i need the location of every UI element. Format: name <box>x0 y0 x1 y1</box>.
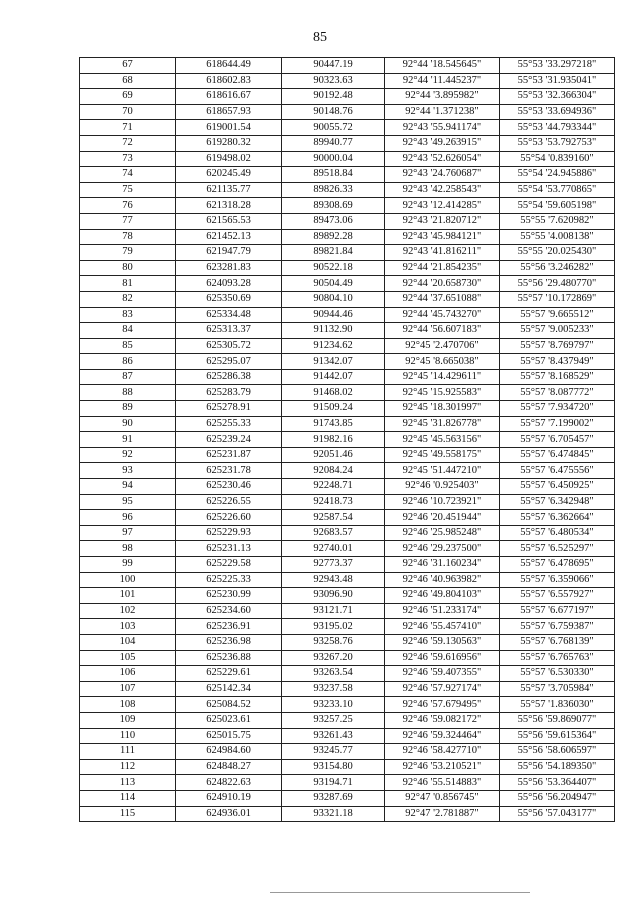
table-row <box>80 510 615 526</box>
coordinates-table <box>79 57 615 822</box>
y-coordinate-cell: 92773.37 <box>282 557 385 573</box>
longitude-cell: 92°43 '12.414285" <box>385 198 500 214</box>
y-coordinate-cell: 92084.24 <box>282 463 385 479</box>
latitude-cell: 55°54 '53.770865" <box>500 182 615 198</box>
x-coordinate-cell: 625236.88 <box>176 650 282 666</box>
point-number-cell: 107 <box>80 681 176 697</box>
point-number-cell: 69 <box>80 89 176 105</box>
table-row <box>80 541 615 557</box>
point-number-cell: 85 <box>80 338 176 354</box>
latitude-cell: 55°57 '8.769797" <box>500 338 615 354</box>
longitude-cell: 92°43 '42.258543" <box>385 182 500 198</box>
latitude-cell: 55°57 '6.705457" <box>500 432 615 448</box>
table-row <box>80 276 615 292</box>
x-coordinate-cell: 625295.07 <box>176 354 282 370</box>
table-row <box>80 759 615 775</box>
latitude-cell: 55°57 '6.480534" <box>500 525 615 541</box>
longitude-cell: 92°43 '49.263915" <box>385 135 500 151</box>
y-coordinate-cell: 92943.48 <box>282 572 385 588</box>
y-coordinate-cell: 93245.77 <box>282 744 385 760</box>
x-coordinate-cell: 625255.33 <box>176 416 282 432</box>
longitude-cell: 92°46 '55.514883" <box>385 775 500 791</box>
point-number-cell: 75 <box>80 182 176 198</box>
x-coordinate-cell: 621565.53 <box>176 213 282 229</box>
x-coordinate-cell: 624093.28 <box>176 276 282 292</box>
point-number-cell: 87 <box>80 369 176 385</box>
longitude-cell: 92°45 '49.558175" <box>385 447 500 463</box>
longitude-cell: 92°44 '21.854235" <box>385 260 500 276</box>
latitude-cell: 55°57 '6.359066" <box>500 572 615 588</box>
y-coordinate-cell: 89940.77 <box>282 135 385 151</box>
point-number-cell: 91 <box>80 432 176 448</box>
longitude-cell: 92°46 '51.233174" <box>385 603 500 619</box>
x-coordinate-cell: 625015.75 <box>176 728 282 744</box>
point-number-cell: 106 <box>80 666 176 682</box>
table-row <box>80 338 615 354</box>
x-coordinate-cell: 624936.01 <box>176 806 282 822</box>
x-coordinate-cell: 625236.98 <box>176 634 282 650</box>
latitude-cell: 55°57 '6.450925" <box>500 479 615 495</box>
x-coordinate-cell: 624822.63 <box>176 775 282 791</box>
point-number-cell: 103 <box>80 619 176 635</box>
point-number-cell: 100 <box>80 572 176 588</box>
latitude-cell: 55°57 '6.768139" <box>500 634 615 650</box>
x-coordinate-cell: 625229.61 <box>176 666 282 682</box>
point-number-cell: 104 <box>80 634 176 650</box>
x-coordinate-cell: 618602.83 <box>176 73 282 89</box>
table-row <box>80 260 615 276</box>
longitude-cell: 92°46 '53.210521" <box>385 759 500 775</box>
longitude-cell: 92°43 '52.626054" <box>385 151 500 167</box>
longitude-cell: 92°45 '31.826778" <box>385 416 500 432</box>
y-coordinate-cell: 93258.76 <box>282 634 385 650</box>
point-number-cell: 67 <box>80 58 176 74</box>
x-coordinate-cell: 625229.58 <box>176 557 282 573</box>
y-coordinate-cell: 89826.33 <box>282 182 385 198</box>
y-coordinate-cell: 90055.72 <box>282 120 385 136</box>
y-coordinate-cell: 90804.10 <box>282 291 385 307</box>
latitude-cell: 55°56 '29.480770" <box>500 276 615 292</box>
latitude-cell: 55°57 '6.530330" <box>500 666 615 682</box>
x-coordinate-cell: 625234.60 <box>176 603 282 619</box>
longitude-cell: 92°45 '2.470706" <box>385 338 500 354</box>
point-number-cell: 89 <box>80 401 176 417</box>
table-row <box>80 213 615 229</box>
longitude-cell: 92°45 '8.665038" <box>385 354 500 370</box>
x-coordinate-cell: 625286.38 <box>176 369 282 385</box>
x-coordinate-cell: 625231.13 <box>176 541 282 557</box>
longitude-cell: 92°46 '40.963982" <box>385 572 500 588</box>
table-row <box>80 291 615 307</box>
longitude-cell: 92°45 '15.925583" <box>385 385 500 401</box>
longitude-cell: 92°43 '21.820712" <box>385 213 500 229</box>
y-coordinate-cell: 93267.20 <box>282 650 385 666</box>
x-coordinate-cell: 625313.37 <box>176 323 282 339</box>
latitude-cell: 55°57 '3.705984" <box>500 681 615 697</box>
x-coordinate-cell: 619001.54 <box>176 120 282 136</box>
latitude-cell: 55°56 '59.869077" <box>500 712 615 728</box>
longitude-cell: 92°46 '20.451944" <box>385 510 500 526</box>
longitude-cell: 92°46 '31.160234" <box>385 557 500 573</box>
table-row <box>80 634 615 650</box>
x-coordinate-cell: 624910.19 <box>176 790 282 806</box>
latitude-cell: 55°57 '6.765763" <box>500 650 615 666</box>
table-row <box>80 416 615 432</box>
latitude-cell: 55°54 '0.839160" <box>500 151 615 167</box>
y-coordinate-cell: 90522.18 <box>282 260 385 276</box>
y-coordinate-cell: 92587.54 <box>282 510 385 526</box>
point-number-cell: 113 <box>80 775 176 791</box>
y-coordinate-cell: 93321.18 <box>282 806 385 822</box>
longitude-cell: 92°46 '59.082172" <box>385 712 500 728</box>
point-number-cell: 68 <box>80 73 176 89</box>
page-number: 85 <box>313 30 327 45</box>
y-coordinate-cell: 90944.46 <box>282 307 385 323</box>
point-number-cell: 82 <box>80 291 176 307</box>
latitude-cell: 55°57 '6.342948" <box>500 494 615 510</box>
table-row <box>80 432 615 448</box>
table-row <box>80 369 615 385</box>
longitude-cell: 92°44 '56.607183" <box>385 323 500 339</box>
latitude-cell: 55°57 '7.934720" <box>500 401 615 417</box>
point-number-cell: 74 <box>80 167 176 183</box>
point-number-cell: 108 <box>80 697 176 713</box>
latitude-cell: 55°57 '8.168529" <box>500 369 615 385</box>
x-coordinate-cell: 621947.79 <box>176 245 282 261</box>
latitude-cell: 55°55 '7.620982" <box>500 213 615 229</box>
table-row <box>80 401 615 417</box>
table-row <box>80 354 615 370</box>
latitude-cell: 55°53 '33.694936" <box>500 104 615 120</box>
y-coordinate-cell: 91982.16 <box>282 432 385 448</box>
table-row <box>80 697 615 713</box>
table-row <box>80 494 615 510</box>
point-number-cell: 96 <box>80 510 176 526</box>
longitude-cell: 92°47 '0.856745" <box>385 790 500 806</box>
table-row <box>80 73 615 89</box>
point-number-cell: 83 <box>80 307 176 323</box>
latitude-cell: 55°53 '44.793344" <box>500 120 615 136</box>
x-coordinate-cell: 625334.48 <box>176 307 282 323</box>
table-row <box>80 744 615 760</box>
longitude-cell: 92°44 '18.545645" <box>385 58 500 74</box>
point-number-cell: 112 <box>80 759 176 775</box>
latitude-cell: 55°57 '9.005233" <box>500 323 615 339</box>
x-coordinate-cell: 625142.34 <box>176 681 282 697</box>
x-coordinate-cell: 619498.02 <box>176 151 282 167</box>
point-number-cell: 72 <box>80 135 176 151</box>
y-coordinate-cell: 90192.48 <box>282 89 385 105</box>
latitude-cell: 55°56 '3.246282" <box>500 260 615 276</box>
table-row <box>80 104 615 120</box>
longitude-cell: 92°45 '18.301997" <box>385 401 500 417</box>
latitude-cell: 55°56 '59.615364" <box>500 728 615 744</box>
table-row <box>80 525 615 541</box>
point-number-cell: 101 <box>80 588 176 604</box>
table-row <box>80 572 615 588</box>
table-row <box>80 182 615 198</box>
point-number-cell: 98 <box>80 541 176 557</box>
y-coordinate-cell: 93096.90 <box>282 588 385 604</box>
x-coordinate-cell: 618616.67 <box>176 89 282 105</box>
latitude-cell: 55°57 '6.475556" <box>500 463 615 479</box>
longitude-cell: 92°45 '14.429611" <box>385 369 500 385</box>
longitude-cell: 92°44 '3.895982" <box>385 89 500 105</box>
point-number-cell: 71 <box>80 120 176 136</box>
point-number-cell: 78 <box>80 229 176 245</box>
point-number-cell: 94 <box>80 479 176 495</box>
longitude-cell: 92°44 '37.651088" <box>385 291 500 307</box>
longitude-cell: 92°43 '45.984121" <box>385 229 500 245</box>
point-number-cell: 111 <box>80 744 176 760</box>
latitude-cell: 55°57 '1.836030" <box>500 697 615 713</box>
latitude-cell: 55°57 '10.172869" <box>500 291 615 307</box>
longitude-cell: 92°43 '41.816211" <box>385 245 500 261</box>
latitude-cell: 55°57 '6.677197" <box>500 603 615 619</box>
longitude-cell: 92°46 '29.237500" <box>385 541 500 557</box>
latitude-cell: 55°57 '6.759387" <box>500 619 615 635</box>
longitude-cell: 92°46 '55.457410" <box>385 619 500 635</box>
latitude-cell: 55°57 '9.665512" <box>500 307 615 323</box>
longitude-cell: 92°46 '0.925403" <box>385 479 500 495</box>
y-coordinate-cell: 92248.71 <box>282 479 385 495</box>
x-coordinate-cell: 624848.27 <box>176 759 282 775</box>
longitude-cell: 92°43 '24.760687" <box>385 167 500 183</box>
point-number-cell: 105 <box>80 650 176 666</box>
table-row <box>80 167 615 183</box>
x-coordinate-cell: 625230.99 <box>176 588 282 604</box>
y-coordinate-cell: 91743.85 <box>282 416 385 432</box>
table-row <box>80 151 615 167</box>
x-coordinate-cell: 625023.61 <box>176 712 282 728</box>
point-number-cell: 115 <box>80 806 176 822</box>
x-coordinate-cell: 618644.49 <box>176 58 282 74</box>
latitude-cell: 55°56 '58.606597" <box>500 744 615 760</box>
point-number-cell: 109 <box>80 712 176 728</box>
y-coordinate-cell: 93154.80 <box>282 759 385 775</box>
point-number-cell: 73 <box>80 151 176 167</box>
y-coordinate-cell: 91234.62 <box>282 338 385 354</box>
point-number-cell: 97 <box>80 525 176 541</box>
y-coordinate-cell: 91132.90 <box>282 323 385 339</box>
x-coordinate-cell: 625225.33 <box>176 572 282 588</box>
y-coordinate-cell: 89518.84 <box>282 167 385 183</box>
x-coordinate-cell: 625226.60 <box>176 510 282 526</box>
x-coordinate-cell: 625239.24 <box>176 432 282 448</box>
table-row <box>80 806 615 822</box>
longitude-cell: 92°46 '10.723921" <box>385 494 500 510</box>
table-row <box>80 588 615 604</box>
point-number-cell: 92 <box>80 447 176 463</box>
x-coordinate-cell: 625236.91 <box>176 619 282 635</box>
y-coordinate-cell: 89473.06 <box>282 213 385 229</box>
latitude-cell: 55°56 '56.204947" <box>500 790 615 806</box>
latitude-cell: 55°54 '24.945886" <box>500 167 615 183</box>
table-row <box>80 385 615 401</box>
latitude-cell: 55°53 '53.792753" <box>500 135 615 151</box>
longitude-cell: 92°44 '1.371238" <box>385 104 500 120</box>
longitude-cell: 92°44 '11.445237" <box>385 73 500 89</box>
table-row <box>80 666 615 682</box>
latitude-cell: 55°53 '32.366304" <box>500 89 615 105</box>
point-number-cell: 110 <box>80 728 176 744</box>
y-coordinate-cell: 92683.57 <box>282 525 385 541</box>
y-coordinate-cell: 90504.49 <box>282 276 385 292</box>
table-row <box>80 790 615 806</box>
y-coordinate-cell: 93237.58 <box>282 681 385 697</box>
y-coordinate-cell: 89308.69 <box>282 198 385 214</box>
y-coordinate-cell: 93261.43 <box>282 728 385 744</box>
longitude-cell: 92°44 '20.658730" <box>385 276 500 292</box>
table-row <box>80 198 615 214</box>
longitude-cell: 92°46 '25.985248" <box>385 525 500 541</box>
y-coordinate-cell: 93233.10 <box>282 697 385 713</box>
point-number-cell: 86 <box>80 354 176 370</box>
y-coordinate-cell: 92740.01 <box>282 541 385 557</box>
longitude-cell: 92°47 '2.781887" <box>385 806 500 822</box>
table-row <box>80 229 615 245</box>
latitude-cell: 55°54 '59.605198" <box>500 198 615 214</box>
y-coordinate-cell: 93287.69 <box>282 790 385 806</box>
longitude-cell: 92°45 '45.563156" <box>385 432 500 448</box>
x-coordinate-cell: 621135.77 <box>176 182 282 198</box>
table-row <box>80 728 615 744</box>
table-row <box>80 323 615 339</box>
longitude-cell: 92°46 '59.324464" <box>385 728 500 744</box>
point-number-cell: 95 <box>80 494 176 510</box>
table-row <box>80 58 615 74</box>
x-coordinate-cell: 625226.55 <box>176 494 282 510</box>
y-coordinate-cell: 93195.02 <box>282 619 385 635</box>
latitude-cell: 55°57 '6.478695" <box>500 557 615 573</box>
y-coordinate-cell: 90447.19 <box>282 58 385 74</box>
table-row <box>80 135 615 151</box>
x-coordinate-cell: 625350.69 <box>176 291 282 307</box>
y-coordinate-cell: 91342.07 <box>282 354 385 370</box>
table-row <box>80 479 615 495</box>
table-row <box>80 89 615 105</box>
x-coordinate-cell: 625278.91 <box>176 401 282 417</box>
point-number-cell: 90 <box>80 416 176 432</box>
table-row <box>80 307 615 323</box>
longitude-cell: 92°46 '58.427710" <box>385 744 500 760</box>
table-row <box>80 463 615 479</box>
coordinates-table-body <box>80 58 615 822</box>
longitude-cell: 92°46 '57.927174" <box>385 681 500 697</box>
x-coordinate-cell: 621318.28 <box>176 198 282 214</box>
point-number-cell: 81 <box>80 276 176 292</box>
latitude-cell: 55°56 '57.043177" <box>500 806 615 822</box>
latitude-cell: 55°57 '6.362664" <box>500 510 615 526</box>
table-row <box>80 775 615 791</box>
x-coordinate-cell: 625229.93 <box>176 525 282 541</box>
point-number-cell: 93 <box>80 463 176 479</box>
point-number-cell: 76 <box>80 198 176 214</box>
y-coordinate-cell: 91509.24 <box>282 401 385 417</box>
latitude-cell: 55°56 '53.364407" <box>500 775 615 791</box>
y-coordinate-cell: 92051.46 <box>282 447 385 463</box>
x-coordinate-cell: 625305.72 <box>176 338 282 354</box>
scan-artifact-line <box>270 892 530 893</box>
y-coordinate-cell: 93194.71 <box>282 775 385 791</box>
x-coordinate-cell: 624984.60 <box>176 744 282 760</box>
x-coordinate-cell: 620245.49 <box>176 167 282 183</box>
point-number-cell: 102 <box>80 603 176 619</box>
longitude-cell: 92°46 '57.679495" <box>385 697 500 713</box>
latitude-cell: 55°57 '8.437949" <box>500 354 615 370</box>
latitude-cell: 55°56 '54.189350" <box>500 759 615 775</box>
x-coordinate-cell: 623281.83 <box>176 260 282 276</box>
latitude-cell: 55°57 '6.525297" <box>500 541 615 557</box>
point-number-cell: 77 <box>80 213 176 229</box>
y-coordinate-cell: 92418.73 <box>282 494 385 510</box>
x-coordinate-cell: 625231.87 <box>176 447 282 463</box>
x-coordinate-cell: 625231.78 <box>176 463 282 479</box>
y-coordinate-cell: 89892.28 <box>282 229 385 245</box>
x-coordinate-cell: 621452.13 <box>176 229 282 245</box>
table-row <box>80 650 615 666</box>
latitude-cell: 55°57 '8.087772" <box>500 385 615 401</box>
y-coordinate-cell: 93121.71 <box>282 603 385 619</box>
latitude-cell: 55°53 '33.297218" <box>500 58 615 74</box>
longitude-cell: 92°46 '49.804103" <box>385 588 500 604</box>
longitude-cell: 92°46 '59.407355" <box>385 666 500 682</box>
latitude-cell: 55°57 '6.474845" <box>500 447 615 463</box>
table-row <box>80 681 615 697</box>
y-coordinate-cell: 91442.07 <box>282 369 385 385</box>
table-row <box>80 557 615 573</box>
longitude-cell: 92°44 '45.743270" <box>385 307 500 323</box>
point-number-cell: 70 <box>80 104 176 120</box>
table-row <box>80 120 615 136</box>
table-row <box>80 712 615 728</box>
y-coordinate-cell: 90323.63 <box>282 73 385 89</box>
table-row <box>80 245 615 261</box>
x-coordinate-cell: 625230.46 <box>176 479 282 495</box>
x-coordinate-cell: 618657.93 <box>176 104 282 120</box>
table-row <box>80 447 615 463</box>
y-coordinate-cell: 90148.76 <box>282 104 385 120</box>
y-coordinate-cell: 93257.25 <box>282 712 385 728</box>
point-number-cell: 114 <box>80 790 176 806</box>
table-row <box>80 603 615 619</box>
x-coordinate-cell: 625084.52 <box>176 697 282 713</box>
longitude-cell: 92°45 '51.447210" <box>385 463 500 479</box>
y-coordinate-cell: 89821.84 <box>282 245 385 261</box>
point-number-cell: 79 <box>80 245 176 261</box>
y-coordinate-cell: 91468.02 <box>282 385 385 401</box>
latitude-cell: 55°55 '4.008138" <box>500 229 615 245</box>
y-coordinate-cell: 90000.04 <box>282 151 385 167</box>
x-coordinate-cell: 625283.79 <box>176 385 282 401</box>
latitude-cell: 55°53 '31.935041" <box>500 73 615 89</box>
latitude-cell: 55°57 '6.557927" <box>500 588 615 604</box>
x-coordinate-cell: 619280.32 <box>176 135 282 151</box>
latitude-cell: 55°55 '20.025430" <box>500 245 615 261</box>
longitude-cell: 92°46 '59.130563" <box>385 634 500 650</box>
longitude-cell: 92°46 '59.616956" <box>385 650 500 666</box>
point-number-cell: 88 <box>80 385 176 401</box>
point-number-cell: 99 <box>80 557 176 573</box>
latitude-cell: 55°57 '7.199002" <box>500 416 615 432</box>
longitude-cell: 92°43 '55.941174" <box>385 120 500 136</box>
table-row <box>80 619 615 635</box>
y-coordinate-cell: 93263.54 <box>282 666 385 682</box>
point-number-cell: 84 <box>80 323 176 339</box>
point-number-cell: 80 <box>80 260 176 276</box>
